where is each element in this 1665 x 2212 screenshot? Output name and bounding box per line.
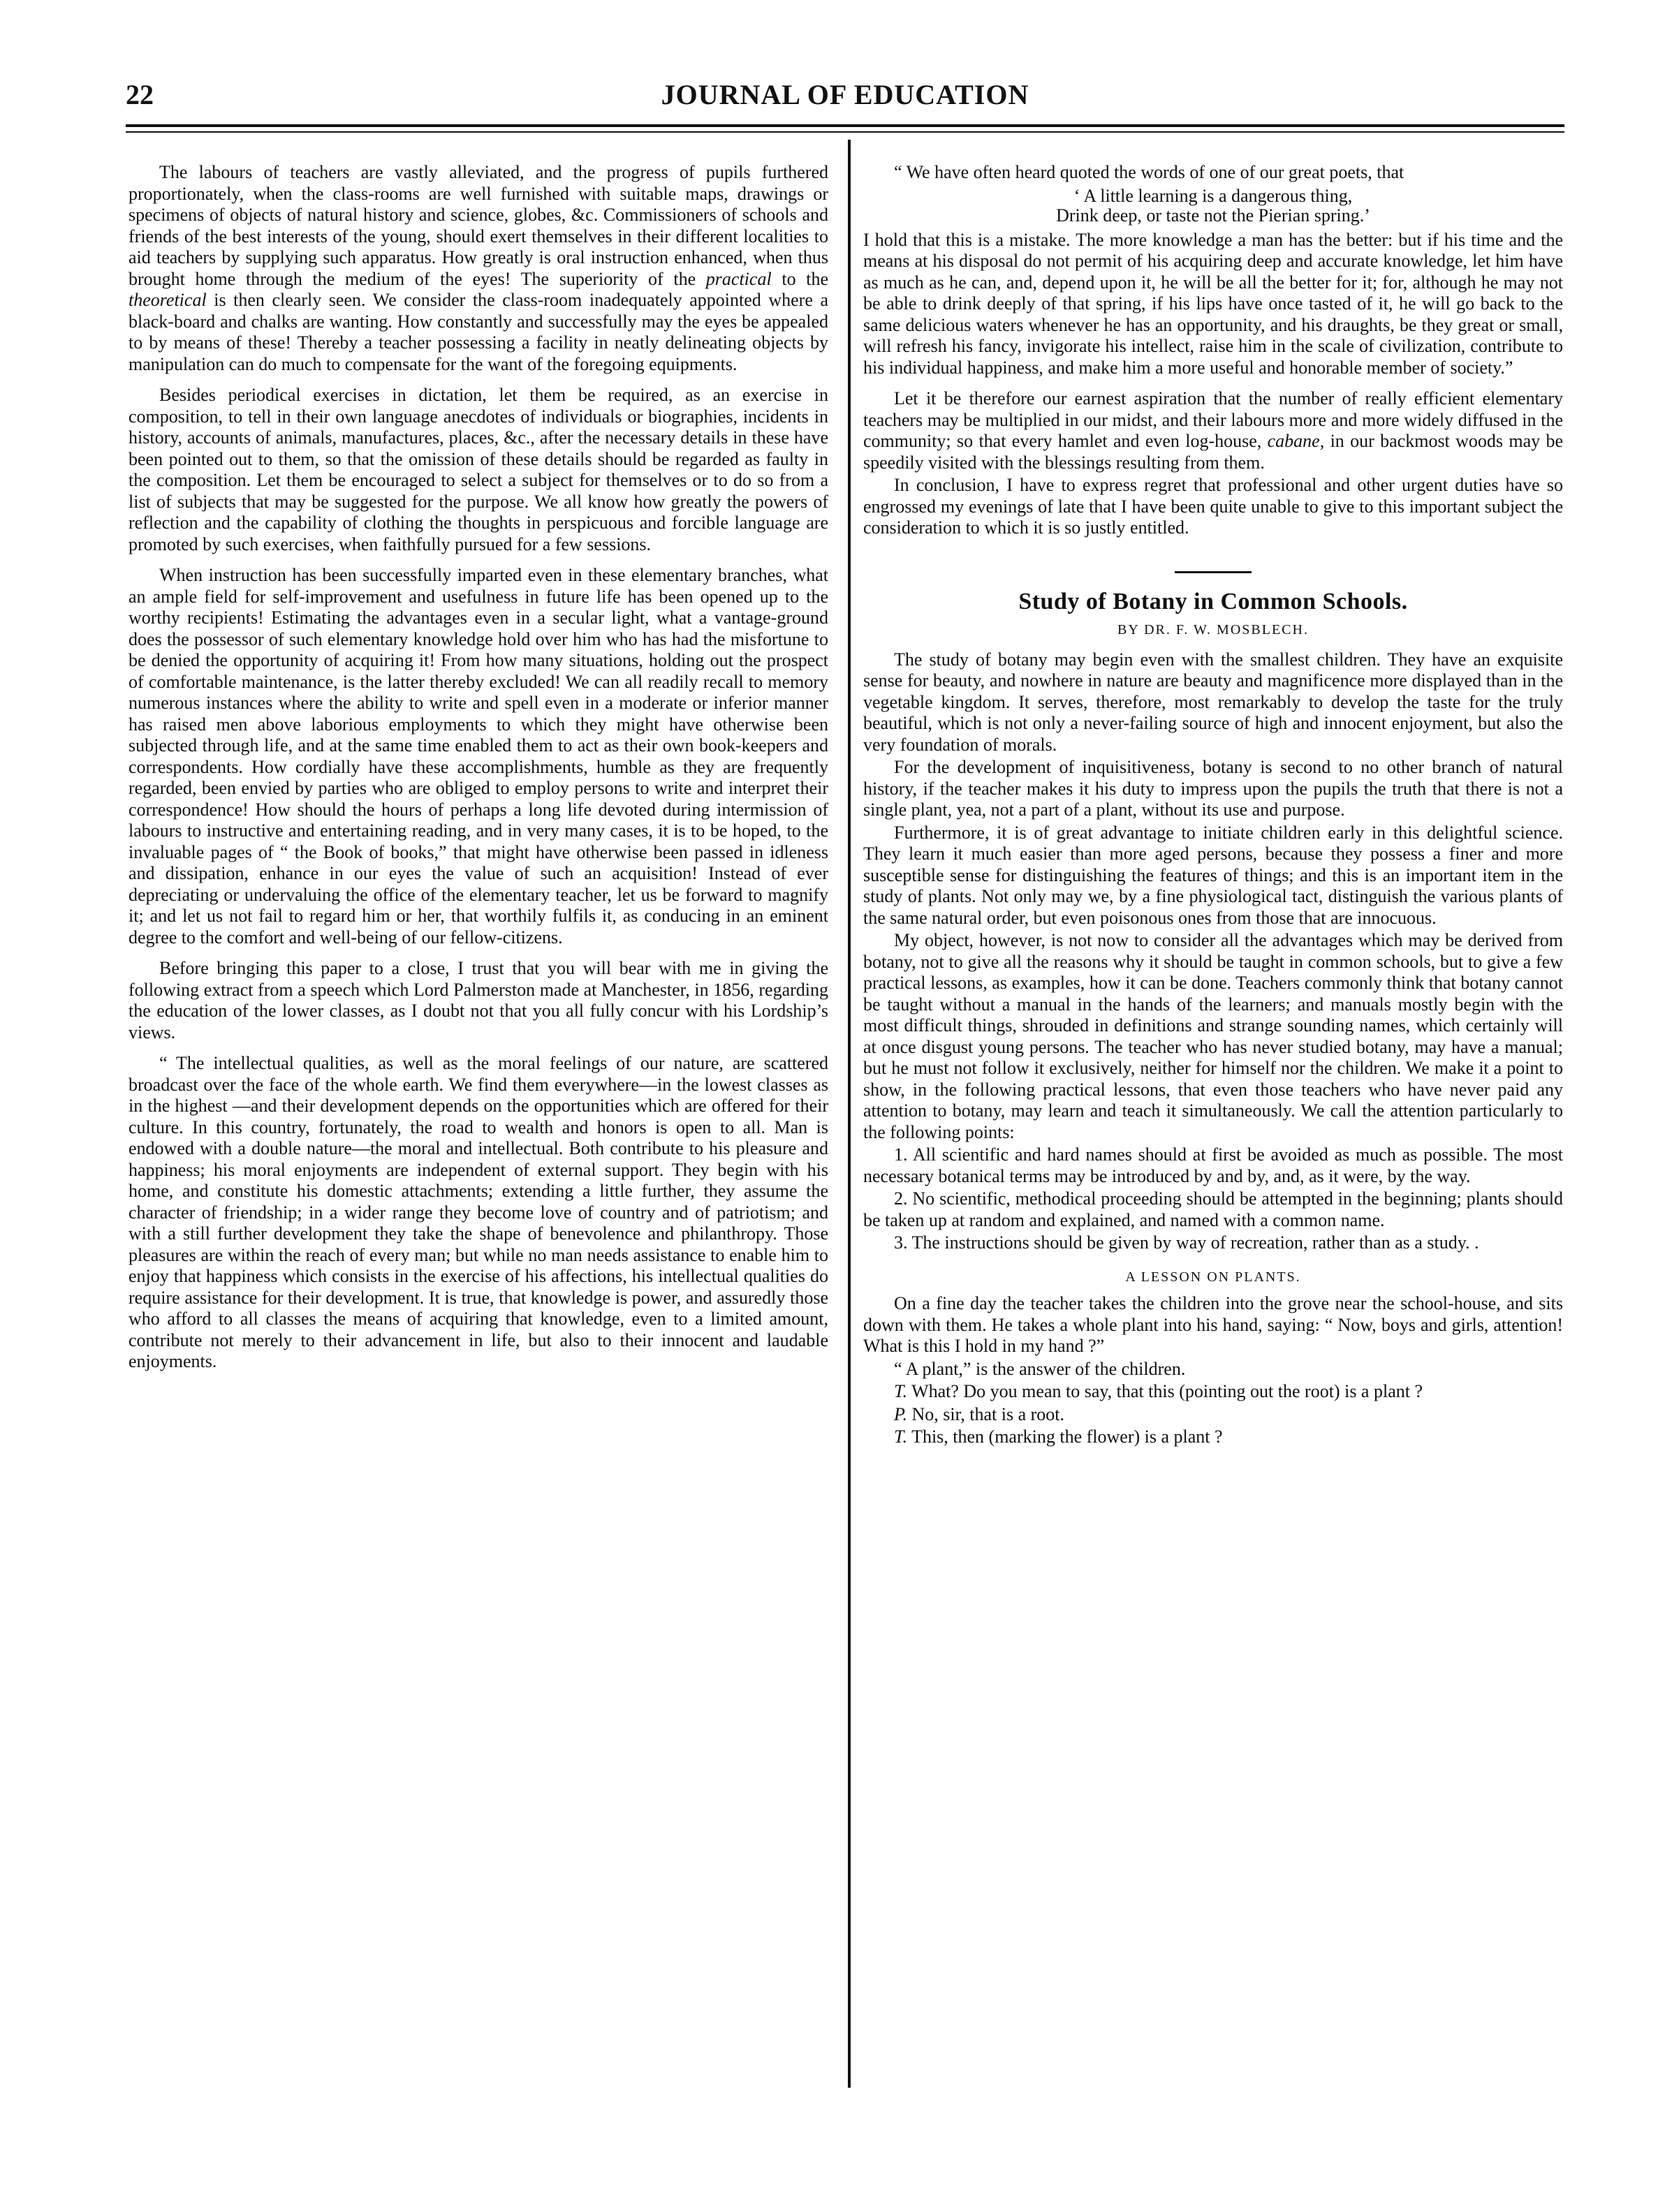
quotation-paragraph: “ The intellectual qualities, as well as the moral feelings of our nature, are scattered broadcast over the face of the whole earth. We find them everywhere—in the lowest classes as in the highest —and their development depends on the opportunities which are offered for their culture. In this country, fortunately, the road to wealth and honors is open to all. Man is endowed with a double nature—the moral and intellectual. Both contribute to his pleasure and happiness; his moral enjoyments are independent of external support. They begin with his home, and constitute his domestic attachments; extending a little further, they assume the character of friendship; in a wider range they become love of country and of patriotism; and with a still further development they take the shape of benevolence and philanthropy. Those pleasures are within the reach of every man; but while no man needs assistance to enable him to enjoy that happiness which consists in the exercise of his affections, his intellectual qualities do require assistance for their development. It is true, that knowledge is power, and assuredly those who afford to all classes the means of acquiring that knowledge, even to a limited amount, contribute not merely to their advancement in life, but also to their innocent and laudable enjoyments.: [129, 1053, 828, 1371]
paragraph: My object, however, is not now to consider all the advantages which may be derived from botany, not to give all the reasons why it should be taught in common schools, but to give a few practical lessons, as examples, how it can be done. Teachers commonly think that botany cannot be taught without a manual in the hands of the learners; and manuals mostly begin with the most difficult things, shrouded in definitions and strange sounding names, which certainly will at once disgust young persons. The teacher who has never studied botany, may have a manual; but he must not follow it exclusively, neither for himself nor the children. We make it a point to show, in the following practical lessons, that even those teachers who have never paid any attention to botany, may learn and teach it simultaneously. We call the attention particularly to the following points:: [863, 930, 1563, 1142]
left-column: [129, 162, 828, 1382]
lesson-heading: A LESSON ON PLANTS.: [1125, 1269, 1301, 1285]
dialogue-line: T. What? Do you mean to say, that this (pointing out the root) is a plant ?: [894, 1381, 1423, 1401]
verse-line: Drink deep, or taste not the Pierian spring.’: [1056, 205, 1370, 226]
quotation-paragraph: I hold that this is a mistake. The more knowledge a man has the better: but if his time and the means at his disposal do not permit of his acquiring deep and accurate knowledge, let him have as much as he can, and, depend upon it, he will be all the better for it; for, although he may not be able to drink deeply of that spring, if his lips have once tasted of it, he will go back to the same delicious waters whenever he has an opportunity, and his draughts, be they great or small, will refresh his fancy, invigorate his intellect, raise him in the scale of civilization, contribute to his individual happiness, and make him a more useful and honorable member of society.”: [863, 229, 1563, 378]
dialogue-line: P. No, sir, that is a root.: [894, 1403, 1065, 1424]
paragraph: When instruction has been successfully imparted even in these elementary branches, what an ample field for self-improvement and usefulness in future life has been opened up to the worthy recipients! Estimating the advantages even in a secular light, what a vantage-ground does the possessor of such elementary knowledge hold over him who has had the misfortune to be denied the opportunity of acquiring it! From how many situations, holding out the prospect of comfortable maintenance, is the latter thereby excluded! We can all readily recall to memory numerous instances where the ability to write and spell even in a moderate or inferior manner has raised men above laborious employments to which they might have otherwise been subjected through life, and at the same time enabled them to act as their own book-keepers and correspondents. How cordially have these accomplishments, humble as they are frequently regarded, been envied by parties who are obliged to employ persons to write and interpret their correspondence! How should the hours of perhaps a long life devoted during intermission of labours to instructive and entertaining reading, and in very many cases, it is to be hoped, to the invaluable pages of “ the Book of books,” that might have otherwise been passed in idleness and dissipation, enhance in our eyes the value of such an acquisition! Instead of ever depreciating or undervaluing the office of the elementary teacher, let us be forward to magnify it; and let us not fail to regard him or her, that worthily fulfils it, as conducing in an eminent degree to the comfort and well-being of our fellow-citizens.: [129, 565, 828, 948]
paragraph: The labours of teachers are vastly alleviated, and the progress of pupils furthered proportionately, when the class-rooms are well furnished with suitable maps, drawings or specimens of objects of natural history and science, globes, &c. Commissioners of schools and friends of the best interests of the young, should exert themselves in their different localities to aid teachers by supplying such apparatus. How greatly is oral instruction enhanced, when thus brought home through the medium of the eyes! The superiority of the practical to the theoretical is then clearly seen. We consider the class-room inadequately appointed where a black-board and chalks are wanting. How constantly and successfully may the eyes be appealed to by means of these! Thereby a teacher possessing a facility in neatly delineating objects by manipulation can do much to compensate for the want of the foregoing equipments.: [129, 162, 828, 374]
paragraph: For the development of inquisitiveness, botany is second to no other branch of natural history, if the teacher makes it his duty to impress upon the pupils the truth that there is not a single plant, yea, not a part of a plant, without its use and purpose.: [863, 757, 1563, 820]
verse-quote: [863, 186, 1563, 226]
header-rule-thick: [126, 124, 1564, 127]
article-byline: BY DR. F. W. MOSBLECH.: [1117, 622, 1309, 637]
list-item: 2. No scientific, methodical proceeding should be attempted in the beginning; plants should be taken up at random and explained, and named with a common name.: [863, 1188, 1563, 1230]
paragraph: Besides periodical exercises in dictation, let them be required, as an exercise in composition, to tell in their own language anecdotes of individuals or biographies, incidents in history, accounts of animals, manufactures, places, &c., after the necessary details in these have been pointed out to them, so that the omission of these details should be regarded as faulty in the composition. Let them be encouraged to select a subject for themselves or to do so from a list of subjects that may be suggested for the purpose. We all know how greatly the powers of reflection and the capability of clothing the thoughts in perspicuous and forcible language are promoted by such exercises, when faithfully pursued for a few sessions.: [129, 385, 828, 554]
quotation-paragraph: “ We have often heard quoted the words of one of our great poets, that: [894, 162, 1404, 182]
article-title: Study of Botany in Common Schools.: [1018, 588, 1408, 614]
dialogue-line: T. This, then (marking the flower) is a plant ?: [894, 1426, 1223, 1447]
paragraph: Let it be therefore our earnest aspiration that the number of really efficient elementary teachers may be multiplied in our midst, and their labours more and more widely diffused in the community; so that every hamlet and even log-house, cabane, in our backmost woods may be speedily visited with the blessings resulting from them.: [863, 388, 1564, 473]
list-item: 1. All scientific and hard names should at first be avoided as much as possible. The most necessary botanical terms may be introduced by and by, and, as it were, by the way.: [863, 1144, 1563, 1186]
article-separator: [1175, 571, 1252, 573]
paragraph: Furthermore, it is of great advantage to initiate children early in this delightful science. They learn it much easier than more aged persons, because they possess a finer and more susceptible sense for distinguishing the features of things; and this is an important item in the study of plants. Not only may we, by a fine physiological tact, distinguish the various plants of the same natural order, but even poisonous ones from those that are innocuous.: [863, 822, 1563, 928]
journal-title: JOURNAL OF EDUCATION: [661, 79, 1029, 110]
header-rule-thin: [126, 131, 1564, 133]
verse-line: ‘ A little learning is a dangerous thing,: [1073, 185, 1353, 206]
dialogue-line: “ A plant,” is the answer of the children.: [894, 1358, 1186, 1379]
paragraph: In conclusion, I have to express regret that professional and other urgent duties have so engrossed my evenings of late that I have been quite unable to give to this important subject the consideration to which it is so justly entitled.: [863, 475, 1563, 538]
page-number: 22: [126, 79, 154, 110]
list-item: 3. The instructions should be given by way of recreation, rather than as a study. .: [894, 1232, 1479, 1253]
paragraph: On a fine day the teacher takes the children into the grove near the school-house, and sits down with them. He takes a whole plant into his hand, saying: “ Now, boys and girls, attention! What is this I hold in my hand ?”: [863, 1293, 1563, 1356]
paragraph: Before bringing this paper to a close, I trust that you will bear with me in giving the following extract from a speech which Lord Palmerston made at Manchester, in 1856, regarding the education of the lower classes, as I doubt not that you all fully concur with his Lordship’s views.: [129, 958, 828, 1042]
column-divider: [848, 140, 851, 2088]
paragraph: The study of botany may begin even with the smallest children. They have an exquisite sense for beauty, and nowhere in nature are beauty and magnificence more displayed than in the vegetable kingdom. It serves, therefore, most remarkably to develop the taste for the truly beautiful, which is not only a never-failing source of high and innocent enjoyment, but also the very foundation of morals.: [863, 649, 1563, 755]
page-header: [126, 78, 1564, 120]
right-column: [863, 162, 1563, 1450]
